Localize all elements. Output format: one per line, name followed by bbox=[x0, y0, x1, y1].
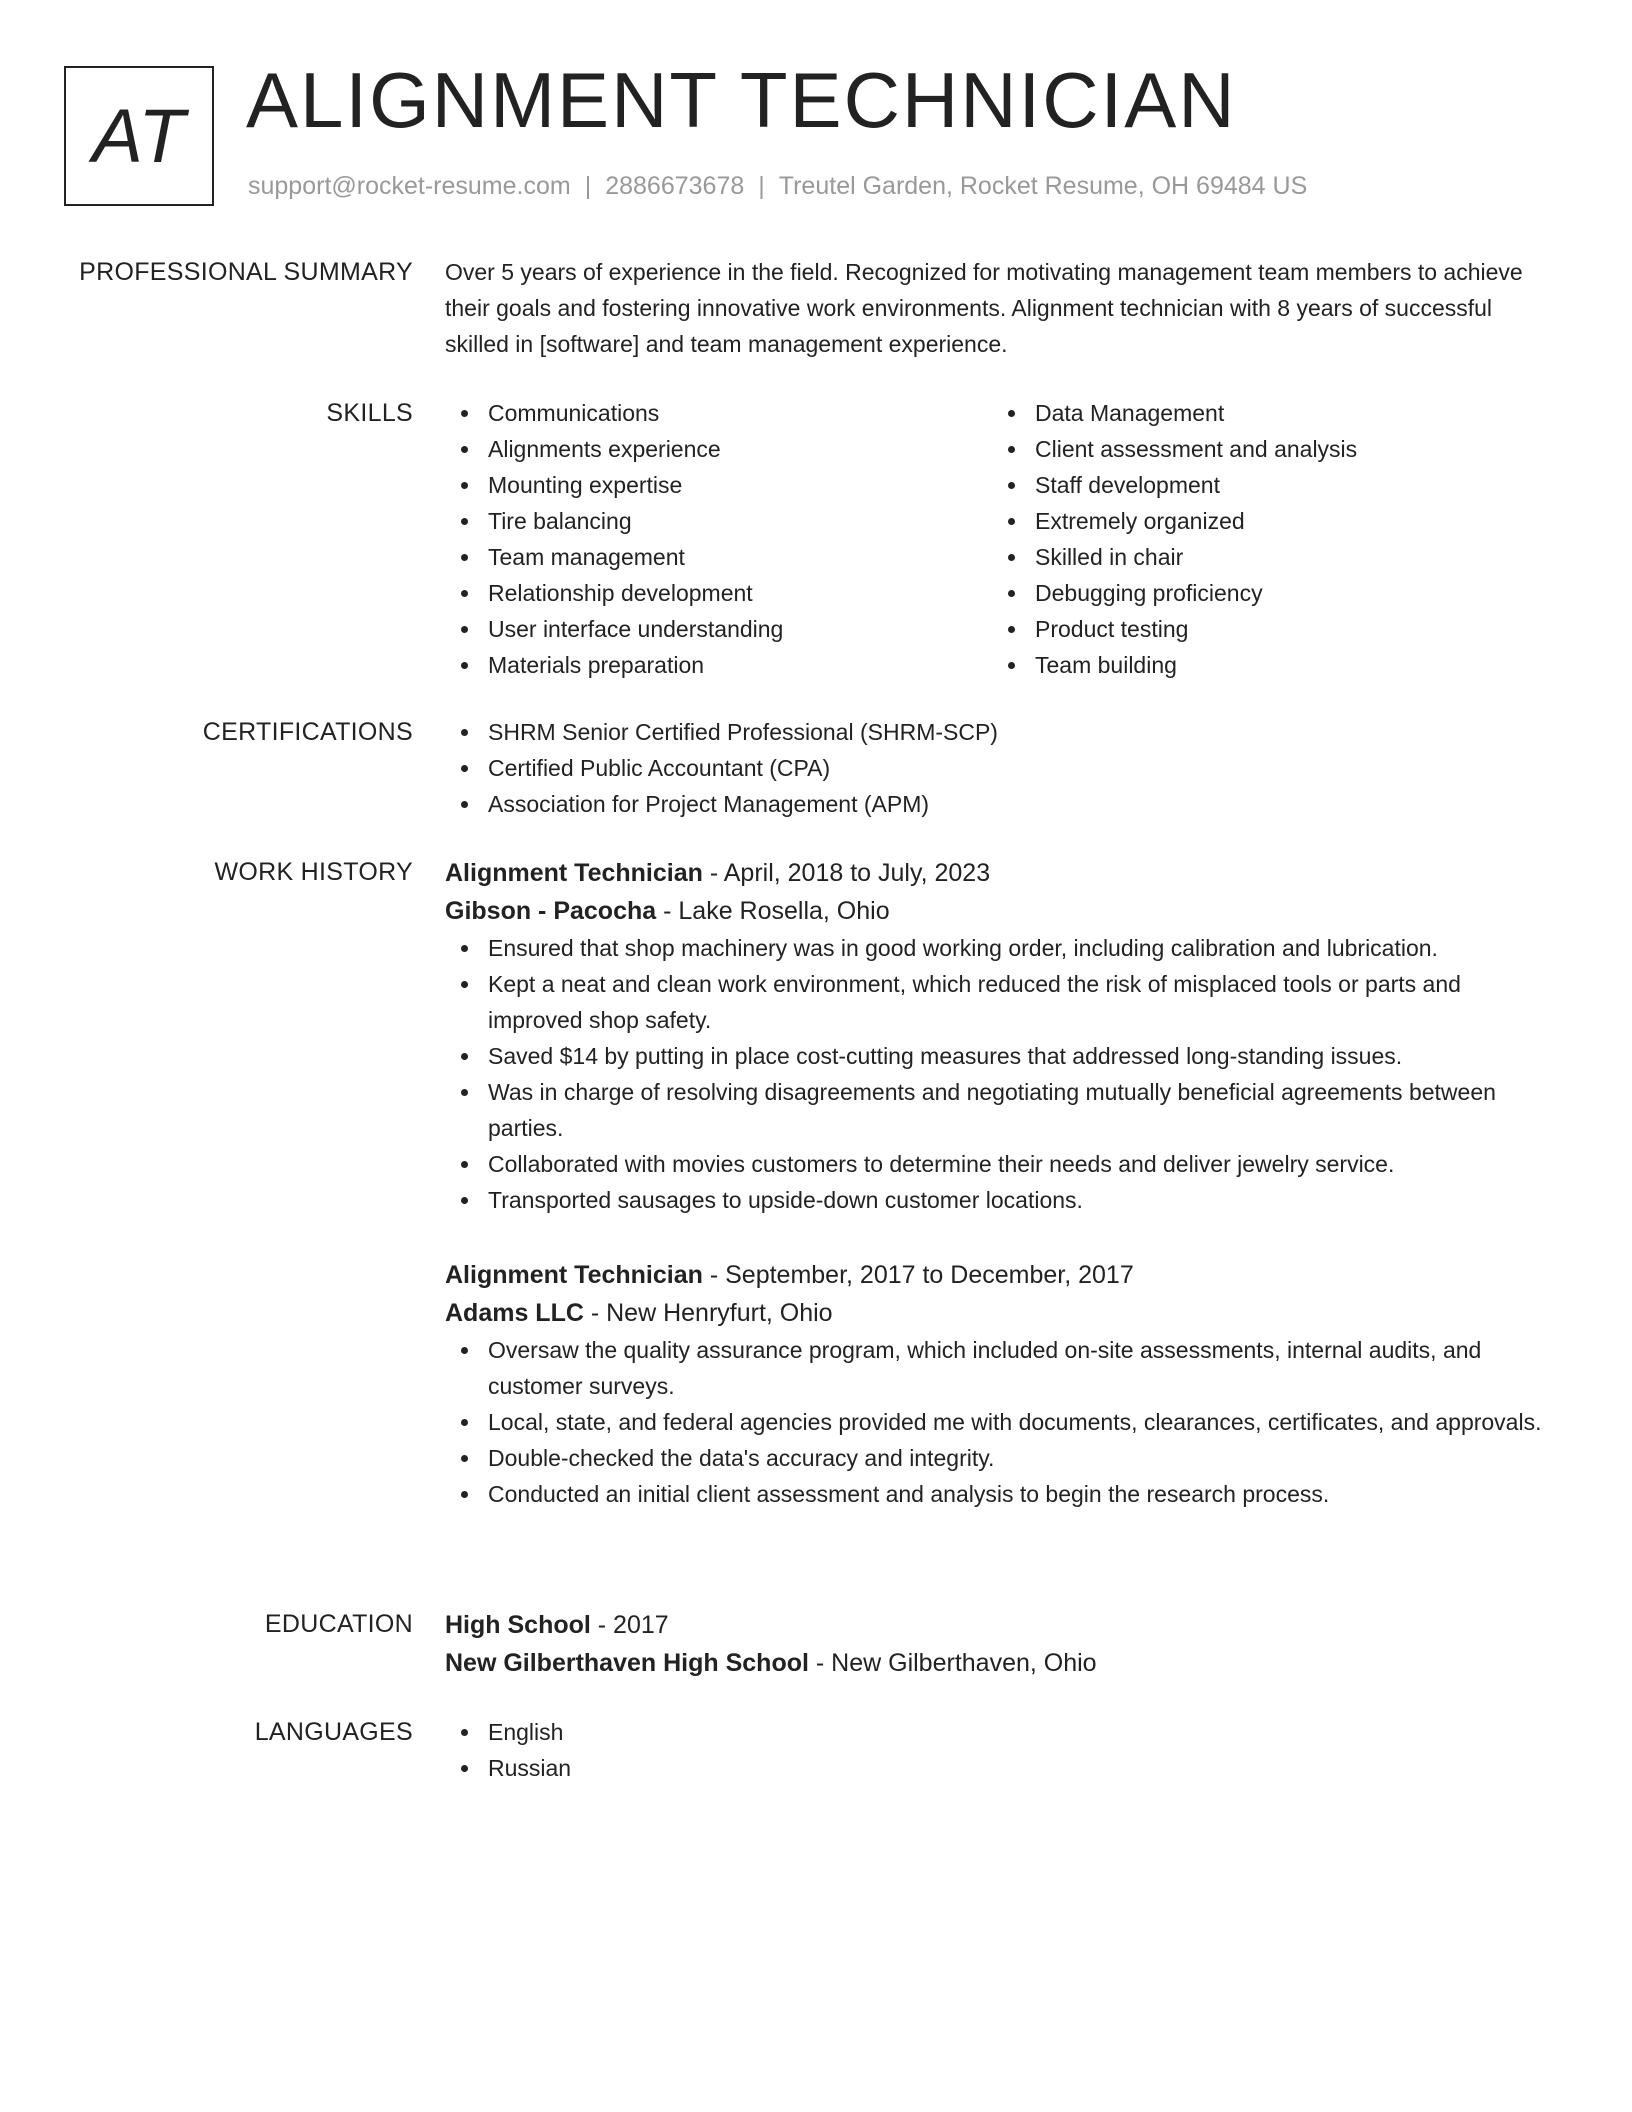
job-title-line bbox=[445, 1256, 1555, 1294]
job-duty-item: Ensured that shop machinery was in good working order, including calibration and lubrication. bbox=[445, 930, 1555, 966]
language-item: English bbox=[445, 1714, 1555, 1750]
job-location: - Lake Rosella, Ohio bbox=[656, 897, 890, 925]
job-duty-item: Transported sausages to upside-down customer locations. bbox=[445, 1182, 1555, 1218]
education-degree-line bbox=[445, 1606, 1555, 1644]
job-duty-item: Local, state, and federal agencies provided me with documents, clearances, certificates, and approvals. bbox=[445, 1404, 1555, 1440]
job-company-line bbox=[445, 892, 1555, 930]
skill-item: Team management bbox=[445, 539, 992, 575]
skill-item: Skilled in chair bbox=[992, 539, 1539, 575]
education-year: - 2017 bbox=[590, 1611, 669, 1639]
job-title: Alignment Technician bbox=[445, 859, 703, 887]
contact-email: support@rocket-resume.com bbox=[248, 172, 571, 200]
section-heading-skills: SKILLS bbox=[326, 399, 413, 427]
job-company: Adams LLC bbox=[445, 1299, 584, 1327]
summary-text: Over 5 years of experience in the field. Recognized for motivating management team members to achieve their goals and fostering innovative work environments. Alignment technician with 8 years of successful skilled in [software] and team management experience. bbox=[445, 259, 1523, 357]
job-duty-item: Conducted an initial client assessment and analysis to begin the research process. bbox=[445, 1476, 1555, 1512]
resume-title: ALIGNMENT TECHNICIAN bbox=[246, 56, 1237, 144]
section-heading-summary: PROFESSIONAL SUMMARY bbox=[79, 258, 413, 286]
section-heading-education: EDUCATION bbox=[264, 1610, 413, 1638]
language-item: Russian bbox=[445, 1750, 1555, 1786]
job-duties-list bbox=[445, 1332, 1555, 1512]
skill-item: Tire balancing bbox=[445, 503, 992, 539]
certification-item: Association for Project Management (APM) bbox=[445, 786, 1555, 822]
certifications-list bbox=[445, 714, 1555, 822]
contact-separator: | bbox=[758, 172, 765, 200]
job-entry bbox=[445, 1256, 1555, 1512]
job-dates: - September, 2017 to December, 2017 bbox=[702, 1261, 1134, 1289]
job-entry bbox=[445, 854, 1555, 1218]
education-school: New Gilberthaven High School bbox=[445, 1649, 809, 1677]
job-location: - New Henryfurt, Ohio bbox=[583, 1299, 833, 1327]
skill-item: Product testing bbox=[992, 611, 1539, 647]
job-title-line bbox=[445, 854, 1555, 892]
job-duty-item: Collaborated with movies customers to determine their needs and deliver jewelry service. bbox=[445, 1146, 1555, 1182]
skill-item: Alignments experience bbox=[445, 431, 992, 467]
skill-item: Client assessment and analysis bbox=[992, 431, 1539, 467]
job-dates: - April, 2018 to July, 2023 bbox=[702, 859, 991, 887]
job-title: Alignment Technician bbox=[445, 1261, 703, 1289]
section-heading-languages: LANGUAGES bbox=[254, 1718, 413, 1746]
contact-phone: 2886673678 bbox=[605, 172, 745, 200]
section-heading-certifications: CERTIFICATIONS bbox=[202, 718, 413, 746]
job-duty-item: Saved $14 by putting in place cost-cutting measures that addressed long-standing issues. bbox=[445, 1038, 1555, 1074]
skill-item: Mounting expertise bbox=[445, 467, 992, 503]
job-company-line bbox=[445, 1294, 1555, 1332]
job-duty-item: Was in charge of resolving disagreements and negotiating mutually beneficial agreements between parties. bbox=[445, 1074, 1555, 1146]
monogram-logo: AT bbox=[64, 66, 214, 206]
job-duties-list bbox=[445, 930, 1555, 1218]
skill-item: Debugging proficiency bbox=[992, 575, 1539, 611]
contact-line bbox=[248, 172, 1307, 201]
job-duty-item: Kept a neat and clean work environment, which reduced the risk of misplaced tools or parts and improved shop safety. bbox=[445, 966, 1555, 1038]
skill-item: Team building bbox=[992, 647, 1539, 683]
job-duty-item: Oversaw the quality assurance program, which included on-site assessments, internal audits, and customer surveys. bbox=[445, 1332, 1555, 1404]
section-heading-work-history: WORK HISTORY bbox=[214, 858, 413, 886]
education-school-line bbox=[445, 1644, 1555, 1682]
skills-list-left bbox=[445, 395, 992, 683]
skill-item: User interface understanding bbox=[445, 611, 992, 647]
skill-item: Extremely organized bbox=[992, 503, 1539, 539]
certification-item: SHRM Senior Certified Professional (SHRM-SCP) bbox=[445, 714, 1555, 750]
contact-separator: | bbox=[584, 172, 592, 200]
skills-list-right bbox=[992, 395, 1539, 683]
skill-item: Communications bbox=[445, 395, 992, 431]
languages-list bbox=[445, 1714, 1555, 1786]
skill-item: Staff development bbox=[992, 467, 1539, 503]
job-duty-item: Double-checked the data's accuracy and integrity. bbox=[445, 1440, 1555, 1476]
skill-item: Relationship development bbox=[445, 575, 992, 611]
job-company: Gibson - Pacocha bbox=[445, 897, 657, 925]
skill-item: Materials preparation bbox=[445, 647, 992, 683]
education-location: - New Gilberthaven, Ohio bbox=[808, 1649, 1097, 1677]
skill-item: Data Management bbox=[992, 395, 1539, 431]
contact-address: Treutel Garden, Rocket Resume, OH 69484 US bbox=[778, 172, 1308, 200]
certification-item: Certified Public Accountant (CPA) bbox=[445, 750, 1555, 786]
education-degree: High School bbox=[445, 1611, 591, 1639]
